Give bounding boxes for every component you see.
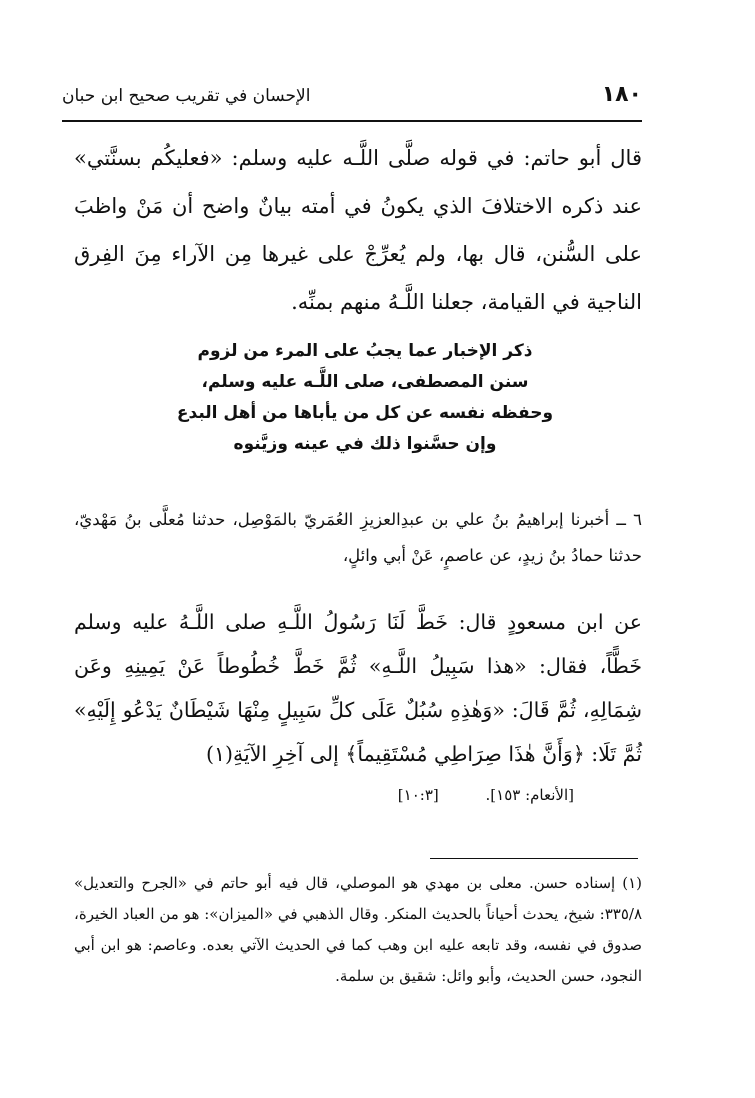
cross-reference: [١٠:٣] xyxy=(397,786,439,804)
commentary-text: قال أبو حاتم: في قوله صلَّى اللَّـه عليه وسلم: «فعليكُم بسنَّتي» عند ذكره الاختلافَ الذي يكونُ في أمته بيانٌ واضح أن مَنْ واظبَ على السُّنن، قال بها، ولم يُعرِّجْ على غيرها مِن الآراء مِنَ الفِرق الناجية في القيامة، جعلنا اللَّـهُ منهم بمنِّه. xyxy=(74,146,642,314)
footnote-divider xyxy=(430,858,638,859)
commentary-paragraph xyxy=(74,134,642,326)
chapter-heading-line: وإن حسَّنوا ذلك في عينه وزيَّنوه xyxy=(233,434,497,454)
chapter-heading-line: وحفظه نفسه عن كل من يأباها من أهل البدع xyxy=(176,403,554,423)
running-header xyxy=(62,78,642,118)
hadith-isnad-text: ٦ ــ أخبرنا إبراهيمُ بنُ علي بن عبدِالعزيزِ العُمَريّ بالمَوْصِل، حدثنا مُعلَّى بنُ مَهْديّ، حدثنا حمادُ بنُ زيدٍ، عن عاصمٍ، عَنْ أبي وائلٍ، xyxy=(74,510,642,565)
quran-reference: [الأنعام: ١٥٣]. xyxy=(485,786,574,804)
footnote xyxy=(74,868,642,992)
footnote-text: (١) إسناده حسن. معلى بن مهدي هو الموصلي، قال فيه أبو حاتم في «الجرح والتعديل» ٣٣٥/٨: شيخ، يحدث أحياناً بالحديث المنكر. وقال الذهبي في «الميزان»: هو من العباد الخيرة، صدوق في نفسه، وقد تابعه عليه ابن وهب كما في الحديث الآتي بعده. وعاصم: هو ابن أبي النجود، حسن الحديث، وأبو وائل: شقيق بن سلمة. xyxy=(74,874,642,985)
page-number: ١٨٠ xyxy=(601,82,642,107)
chapter-heading xyxy=(150,336,580,460)
book-title: الإحسان في تقريب صحيح ابن حبان xyxy=(62,86,311,106)
chapter-heading-line: سنن المصطفى، صلى اللَّـه عليه وسلم، xyxy=(201,372,529,392)
hadith-text xyxy=(74,600,642,776)
hadith-chain xyxy=(74,502,642,574)
chapter-heading-line: ذكر الإخبار عما يجبُ على المرء من لزوم xyxy=(197,341,533,361)
header-divider xyxy=(62,120,642,122)
reference-line xyxy=(74,786,574,804)
hadith-matn-text: عن ابن مسعودٍ قال: خَطَّ لَنَا رَسُولُ اللَّـهِ صلى اللَّـهُ عليه وسلم خَطًّاً، فقال: «هذا سَبِيلُ اللَّـهِ» ثُمَّ خَطَّ خُطُوطاً عَنْ يَمِينِهِ وعَن شِمَالِهِ، ثُمَّ قَالَ: «وَهٰذِهِ سُبُلٌ عَلَى كلِّ سَبِيلٍ مِنْهَا شَيْطَانٌ يَدْعُو إِلَيْهِ» ثُمَّ تَلَا: ﴿وَأَنَّ هٰذَا صِرَاطِي مُسْتَقِيماً﴾ إلى آخِرِ الآيَةِ(١) xyxy=(74,610,642,766)
